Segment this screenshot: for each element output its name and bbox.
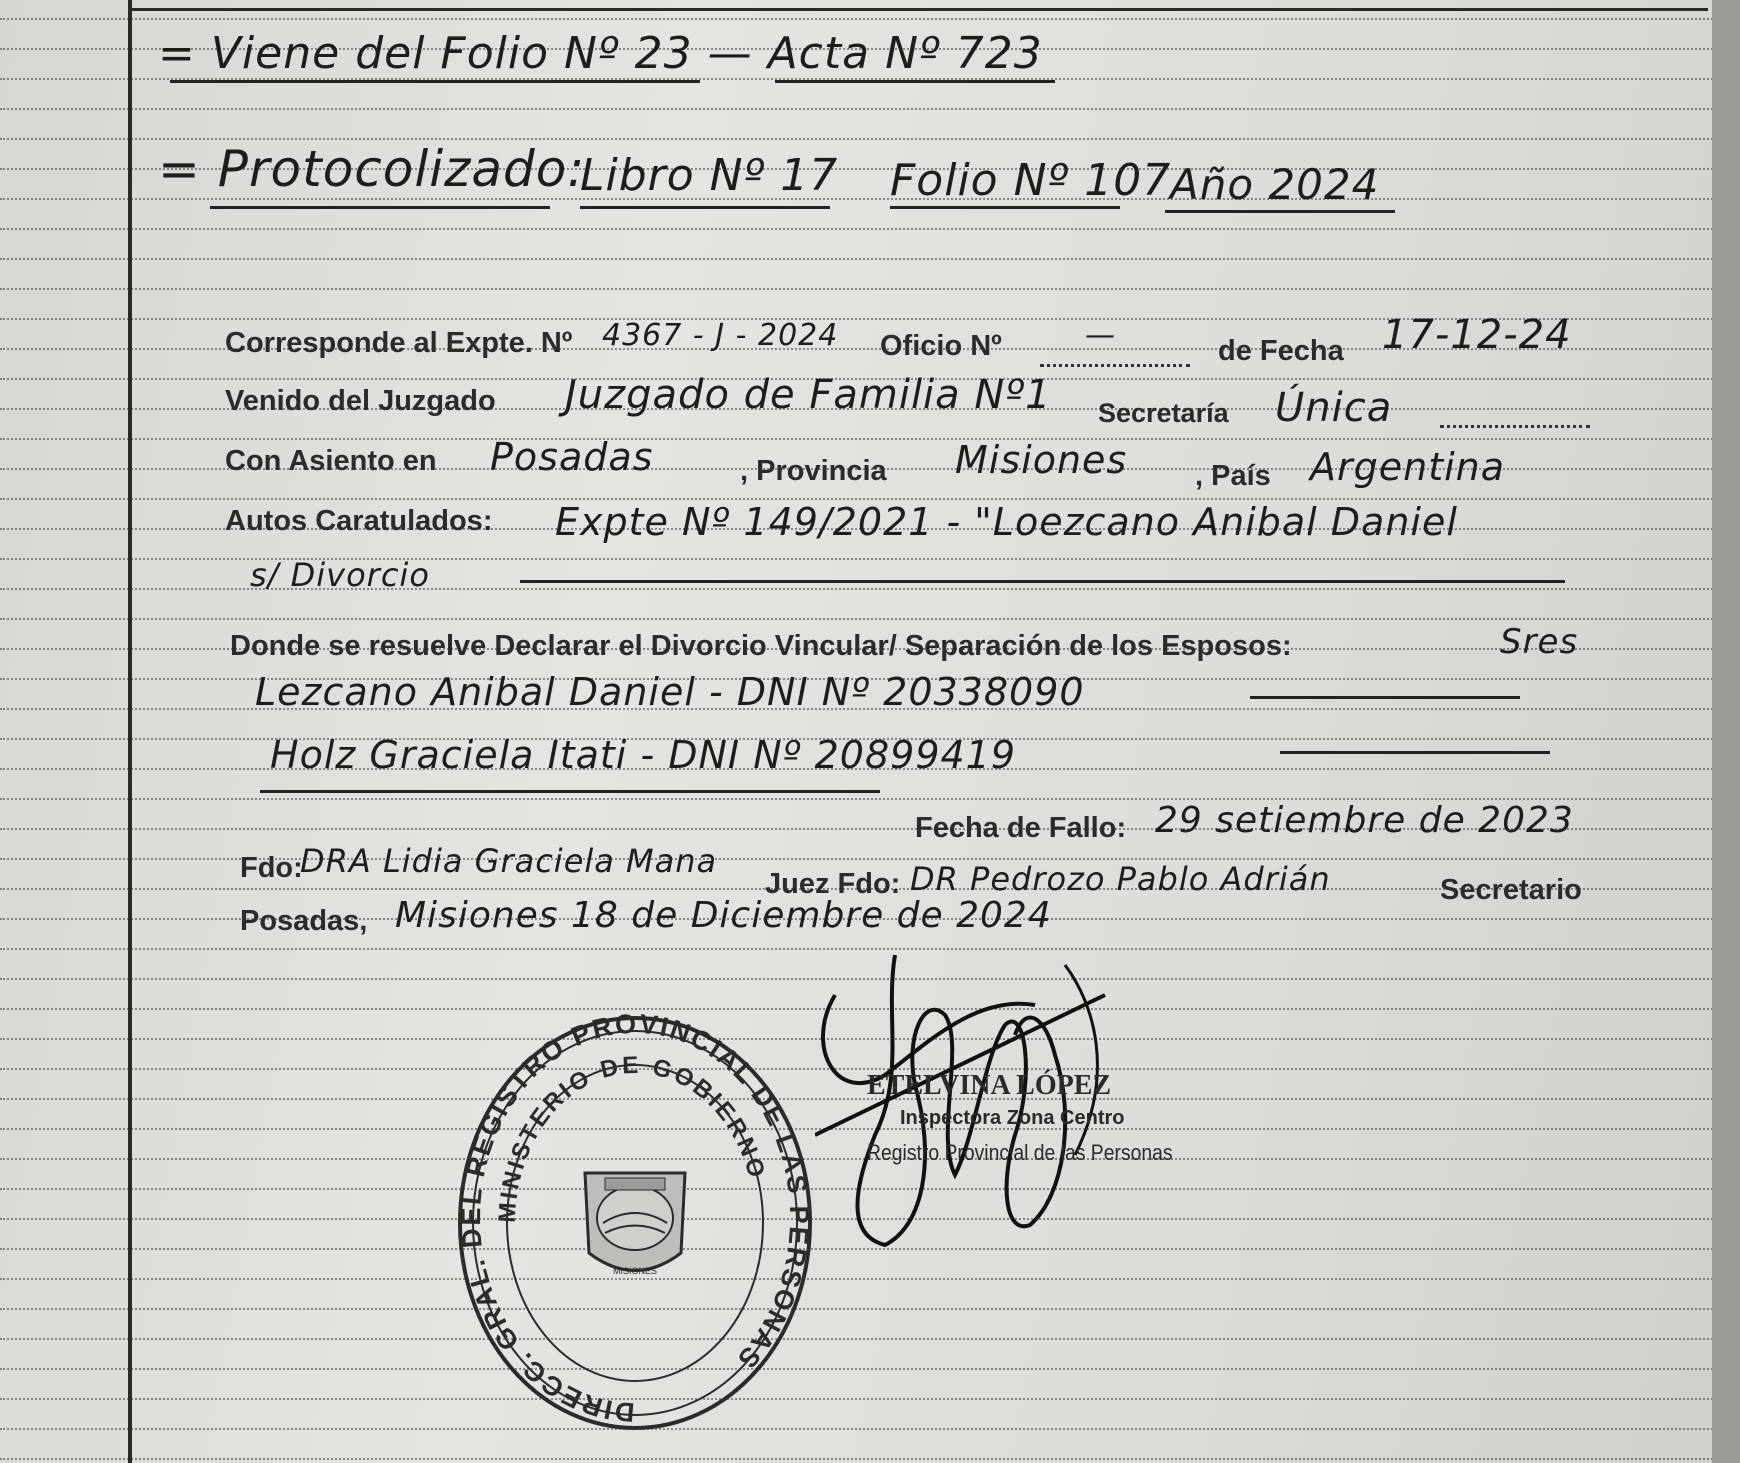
- oficio-dots: [1040, 364, 1190, 367]
- stamp-inner-text: MINISTERIO DE GOBIERNO: [493, 1051, 771, 1224]
- secretaria-dots: [1440, 425, 1590, 428]
- pais-label: , País: [1195, 460, 1271, 492]
- ruled-line: [0, 288, 1740, 290]
- oficio-value: —: [1085, 318, 1116, 353]
- protocolizado-underline: [210, 206, 550, 209]
- pais-value: Argentina: [1310, 445, 1506, 489]
- lugar-label: Posadas,: [240, 905, 368, 937]
- ruled-line: [0, 108, 1740, 110]
- page-edge: [1712, 0, 1740, 1463]
- secretario-label: Secretario: [1440, 874, 1582, 906]
- signature-name: ETELVINA LÓPEZ: [867, 1070, 1112, 1101]
- fecha-label: de Fecha: [1218, 335, 1344, 367]
- fallo-value: 29 setiembre de 2023: [1155, 800, 1574, 841]
- official-stamp: [455, 1008, 815, 1438]
- ruled-line: [0, 1428, 1740, 1430]
- protocolizado-label: = Protocolizado:: [158, 140, 586, 198]
- autos-underline: [520, 580, 1565, 583]
- lugar-value: Misiones 18 de Diciembre de 2024: [395, 895, 1052, 936]
- juzgado-value: Juzgado de Familia Nº1: [565, 372, 1052, 418]
- ruled-line: [0, 1458, 1740, 1460]
- ruled-line: [0, 1398, 1740, 1400]
- expte-value: 4367 - J - 2024: [602, 318, 839, 353]
- expte-label: Corresponde al Expte. Nº: [225, 327, 573, 359]
- autos-label: Autos Caratulados:: [225, 505, 493, 537]
- fdo-label: Fdo:: [240, 852, 303, 884]
- header-line-1-underline: [170, 80, 700, 83]
- secretario-value: DR Pedrozo Pablo Adrián: [910, 860, 1331, 898]
- margin-rule: [128, 0, 132, 1463]
- fallo-label: Fecha de Fallo:: [915, 812, 1127, 844]
- ruled-line: [0, 438, 1740, 440]
- fecha-value: 17-12-24: [1382, 312, 1572, 358]
- resuelve-value: Sres: [1500, 622, 1579, 662]
- folio-value: Folio Nº 107: [890, 155, 1172, 206]
- libro-value: Libro Nº 17: [580, 150, 839, 201]
- libro-underline: [580, 206, 830, 209]
- anio-underline: [1165, 210, 1395, 213]
- oficio-label: Oficio Nº: [880, 330, 1002, 362]
- signature-role: Inspectora Zona Centro: [900, 1107, 1125, 1129]
- provincia-label: , Provincia: [740, 455, 887, 487]
- ruled-line: [0, 618, 1740, 620]
- stamp-emblem-text: MISIONES: [612, 1266, 658, 1276]
- signature-office: Registro Provincial de las Personas: [867, 1140, 1173, 1165]
- juez-label: Juez Fdo:: [765, 868, 901, 900]
- blank-underline: [260, 790, 880, 793]
- ruled-line: [0, 228, 1740, 230]
- asiento-value: Posadas: [490, 435, 654, 479]
- ruled-line: [0, 258, 1740, 260]
- top-rule: [128, 8, 1708, 11]
- ruled-line: [0, 198, 1740, 200]
- stamp-outer-text: DIRECC. GRAL. DEL REGISTRO PROVINCIAL DE LAS PERSONAS: [455, 1008, 815, 1428]
- provincia-value: Misiones: [955, 438, 1128, 482]
- autos-value-2: s/ Divorcio: [250, 556, 430, 594]
- signature-block: [815, 935, 1175, 1265]
- secretaria-value: Única: [1275, 385, 1393, 431]
- header-line-1: = Viene del Folio Nº 23 — Acta Nº 723: [158, 28, 1043, 79]
- ruled-line: [0, 1308, 1740, 1310]
- asiento-label: Con Asiento en: [225, 445, 437, 477]
- autos-value-1: Expte Nº 149/2021 - "Loezcano Anibal Daniel: [555, 500, 1458, 544]
- secretaria-label: Secretaría: [1098, 398, 1229, 428]
- ruled-line: [0, 18, 1740, 20]
- esposa-value: Holz Graciela Itati - DNI Nº 20899419: [270, 733, 1017, 777]
- folio-underline: [890, 206, 1120, 209]
- resuelve-label: Donde se resuelve Declarar el Divorcio Vincular/ Separación de los Esposos:: [230, 630, 1292, 662]
- esposa-underline: [1280, 751, 1550, 754]
- ruled-line: [0, 1368, 1740, 1370]
- anio-value: Año 2024: [1170, 160, 1380, 209]
- header-line-1-underline-2: [775, 80, 1055, 83]
- esposo-underline: [1250, 696, 1520, 699]
- ruled-line: [0, 1278, 1740, 1280]
- esposo-value: Lezcano Anibal Daniel - DNI Nº 20338090: [255, 670, 1085, 714]
- venido-label: Venido del Juzgado: [225, 385, 496, 417]
- ruled-line: [0, 1338, 1740, 1340]
- juez-value: DRA Lidia Graciela Mana: [300, 842, 718, 880]
- provincial-emblem-icon: [585, 1173, 685, 1276]
